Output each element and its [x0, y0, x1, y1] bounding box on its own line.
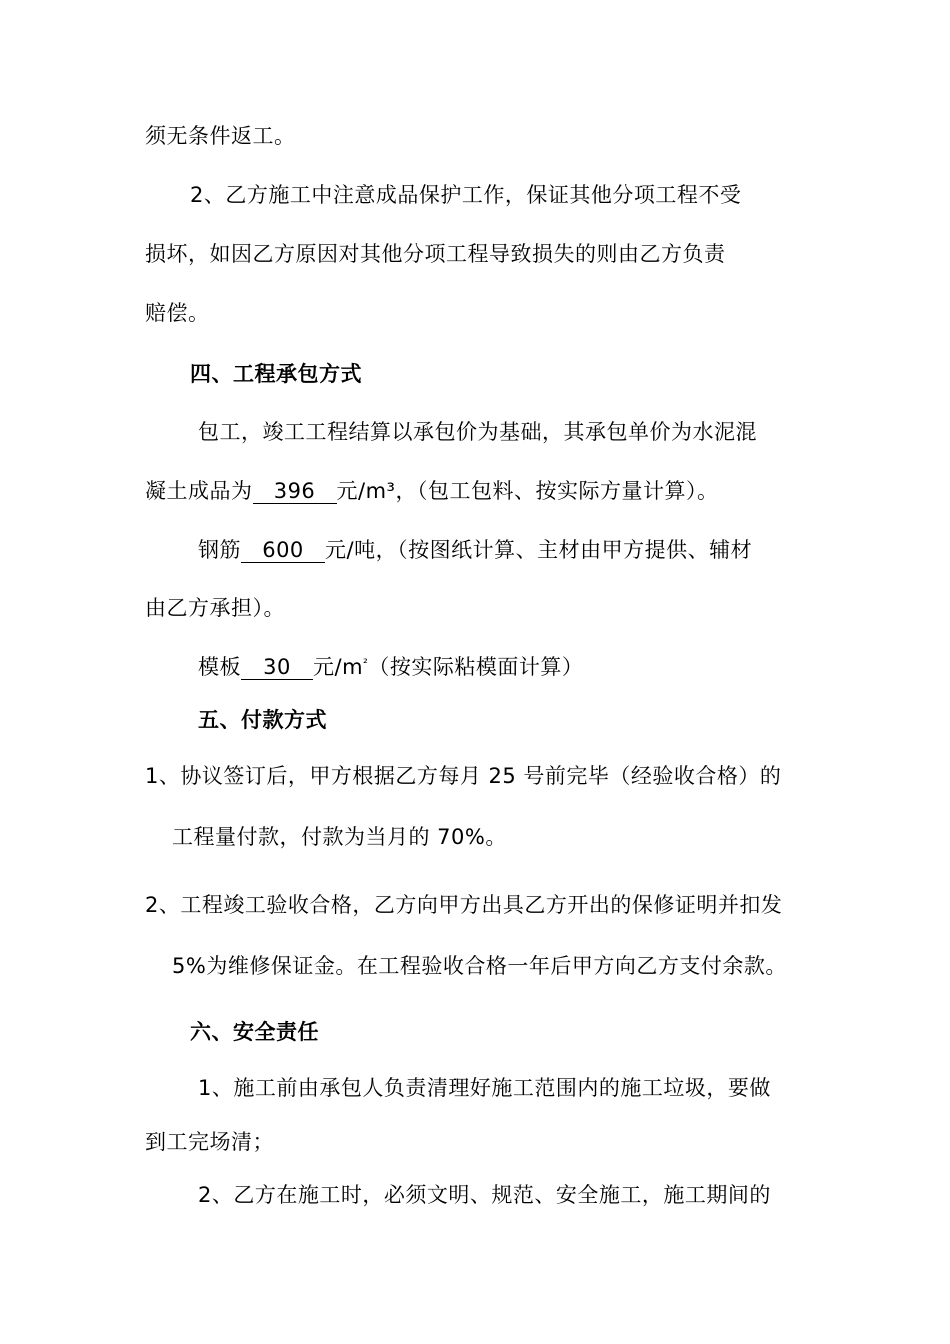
- paragraph-line: 包工，竣工工程结算以承包价为基础，其承包单价为水泥混: [198, 420, 757, 444]
- concrete-price-line: [145, 477, 718, 505]
- unit-superscript: ²: [363, 656, 369, 670]
- paragraph-line: 5%为维修保证金。在工程验收合格一年后甲方向乙方支付余款。: [172, 954, 787, 978]
- text-segment: 钢筋: [198, 538, 241, 562]
- text-segment: 凝土成品为: [145, 479, 253, 503]
- section-heading-5: 五、付款方式: [198, 708, 327, 732]
- paragraph-line: 到工完场清；: [145, 1130, 274, 1154]
- text-segment: 元/吨，（按图纸计算、主材由甲方提供、辅材: [325, 538, 753, 562]
- formwork-price-value: 30: [241, 655, 313, 680]
- text-segment: 模板: [198, 655, 241, 679]
- text-segment: 元/m: [313, 655, 364, 679]
- concrete-price-value: 396: [253, 479, 337, 504]
- paragraph-line: 2、乙方在施工时，必须文明、规范、安全施工，施工期间的: [198, 1183, 771, 1207]
- paragraph-line: 1、施工前由承包人负责清理好施工范围内的施工垃圾，要做: [198, 1076, 771, 1100]
- text-segment: 元/m³，（包工包料、按实际方量计算）。: [336, 479, 719, 503]
- paragraph-line: 2、乙方施工中注意成品保护工作，保证其他分项工程不受: [190, 183, 742, 207]
- rebar-price-value: 600: [241, 538, 325, 563]
- paragraph-line: 须无条件返工。: [145, 124, 296, 148]
- rebar-price-line: [198, 536, 752, 564]
- paragraph-line: 赔偿。: [145, 301, 210, 325]
- paragraph-line: 1、协议签订后，甲方根据乙方每月 25 号前完毕（经验收合格）的: [145, 764, 782, 788]
- paragraph-line: 工程量付款，付款为当月的 70%。: [172, 825, 507, 849]
- text-segment: （按实际粘模面计算）: [368, 655, 584, 679]
- formwork-price-line: [198, 649, 583, 681]
- paragraph-line: 由乙方承担）。: [145, 596, 285, 620]
- paragraph-line: 损坏，如因乙方原因对其他分项工程导致损失的则由乙方负责: [145, 242, 726, 266]
- section-heading-4: 四、工程承包方式: [190, 362, 362, 386]
- section-heading-6: 六、安全责任: [190, 1020, 319, 1044]
- paragraph-line: 2、工程竣工验收合格，乙方向甲方出具乙方开出的保修证明并扣发: [145, 893, 783, 917]
